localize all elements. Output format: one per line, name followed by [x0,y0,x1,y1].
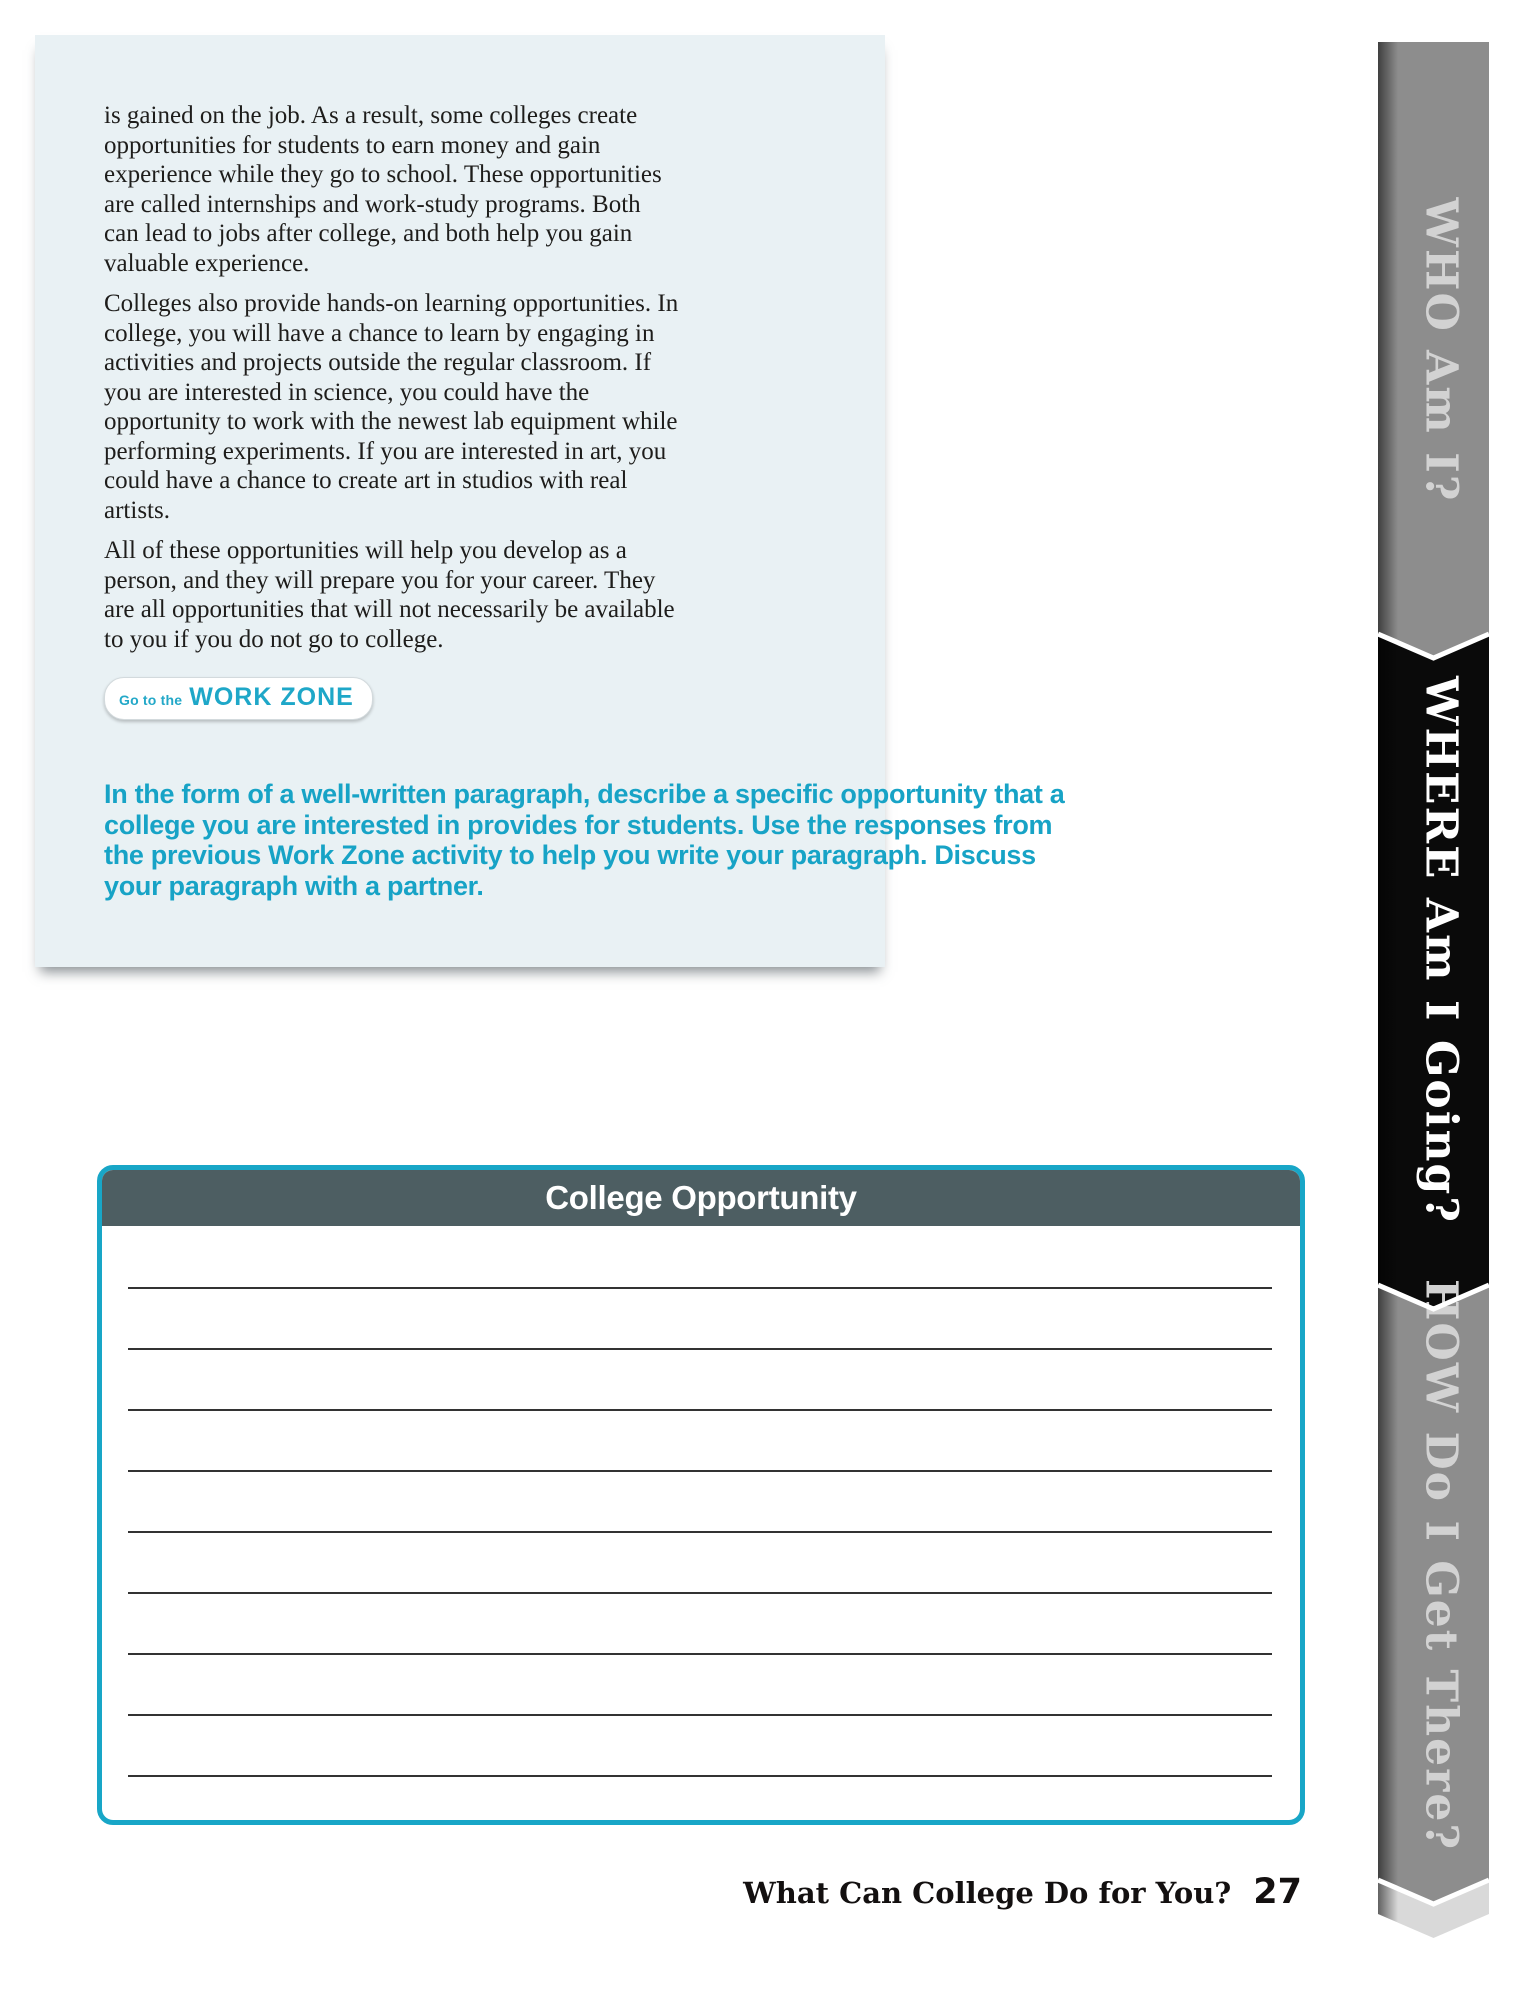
writing-line[interactable] [128,1533,1272,1594]
work-zone-button-label: WORK ZONE [189,683,354,711]
tab-how-do-i-get-there[interactable] [1378,1279,1489,1904]
writing-line[interactable] [128,1655,1272,1716]
tab-who-am-i[interactable] [1378,42,1489,658]
body-paragraph: All of these opportunities will help you develop as a person, and they will prepare you for your career. They are all opportunities that will not necessarily be available to you if you do not go to college. [104,537,675,653]
section-tab-sidebar [1378,0,1531,1991]
activity-instruction: In the form of a well-written paragraph, describe a specific opportunity that a college you are interested in provides for students. Use the responses from the previous Work Zone activity to help you write your paragraph. Discuss your paragraph with a partner. [104,779,1065,901]
worksheet-writing-area [102,1226,1300,1777]
body-paragraph: is gained on the job. As a result, some colleges create opportunities for students to earn money and gain experience while they go to school. These opportunities are called internships and work-study programs. Both can lead to jobs after college, and both help you gain valuable experience. [104,102,662,277]
writing-line[interactable] [128,1289,1272,1350]
chapter-title: What Can College Do for You? [743,1876,1232,1910]
tab-where-am-i-going-label: WHERE Am I Going? [1415,675,1467,1225]
writing-line[interactable] [128,1411,1272,1472]
work-zone-button[interactable] [104,677,373,720]
tab-who-am-i-label: WHO Am I? [1415,197,1467,503]
reading-text-column [104,101,679,720]
writing-line[interactable] [128,1350,1272,1411]
page-number: 27 [1253,1872,1302,1912]
writing-line[interactable] [128,1228,1272,1289]
work-zone-button-prefix: Go to the [119,692,183,708]
tab-how-do-i-get-there-label: HOW Do I Get There? [1415,1278,1467,1852]
body-paragraph: Colleges also provide hands-on learning opportunities. In college, you will have a chance to learn by engaging in activities and projects outside the regular classroom. If you are interested in science, you could have the opportunity to work with the newest lab equipment while performing experiments. If you are interested in art, you could have a chance to create art in studios with real artists. [104,290,679,524]
writing-line[interactable] [128,1472,1272,1533]
tab-where-am-i-going[interactable] [1378,634,1489,1309]
writing-line[interactable] [128,1594,1272,1655]
worksheet-header [102,1170,1300,1226]
worksheet-title: College Opportunity [545,1179,857,1216]
page-footer [743,1872,1302,1912]
college-opportunity-worksheet [97,1165,1305,1825]
writing-line[interactable] [128,1716,1272,1777]
